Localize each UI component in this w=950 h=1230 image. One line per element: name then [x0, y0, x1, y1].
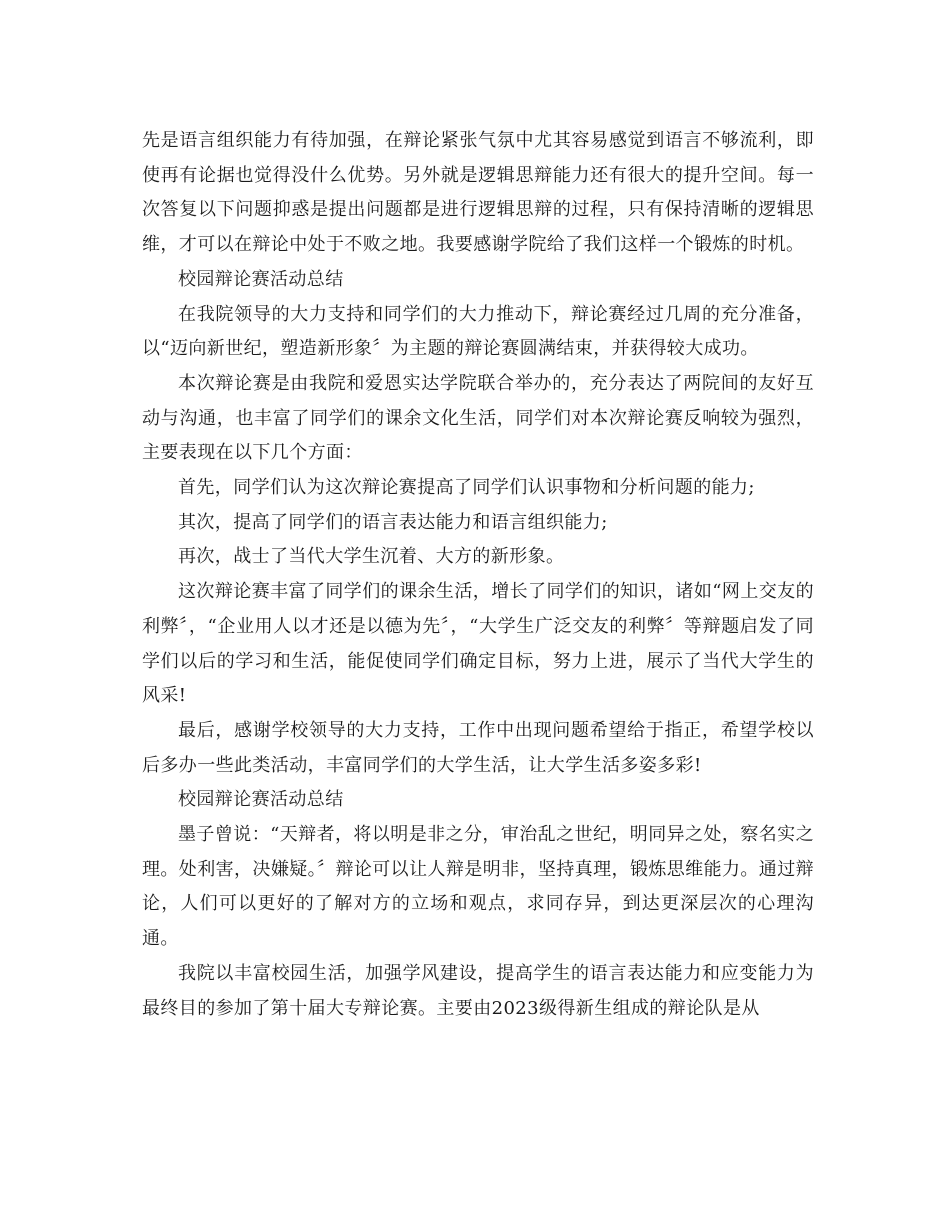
paragraph-6: 再次，战士了当代大学生沉着、大方的新形象。 [178, 546, 565, 568]
paragraph-7: 这次辩论赛丰富了同学们的课余生活，增长了同学们的知识，诸如“网上交友的利弊〞，“企业用人以才还是以德为先〞，“大学生广泛交友的利弊〞等辩题启发了同学们以后的学习和生活，能促使同学们确定目标，努力上进，展示了当代大学生的风采! [142, 581, 814, 707]
section-heading-2: 校园辩论赛活动总结 [178, 789, 344, 811]
paragraph-2: 在我院领导的大力支持和同学们的大力推动下，辩论赛经过几周的充分准备，以“迈向新世纪，塑造新形象〞为主题的辩论赛圆满结束，并获得较大成功。 [142, 303, 814, 360]
paragraph-9: 墨子曾说：“天辩者，将以明是非之分，审治乱之世纪，明同异之处，察名实之理。处利害，决嫌疑。〞辩论可以让人辩是明非，坚持真理，锻炼思维能力。通过辩论，人们可以更好的了解对方的立场和观点，求同存异，到达更深层次的心理沟通。 [142, 824, 814, 950]
paragraph-10: 我院以丰富校园生活，加强学风建设，提高学生的语言表达能力和应变能力为最终目的参加了第十届大专辩论赛。主要由2023级得新生组成的辩论队是从 [142, 962, 814, 1019]
section-heading-1: 校园辩论赛活动总结 [178, 268, 344, 290]
paragraph-8: 最后，感谢学校领导的大力支持，工作中出现问题希望给于指正，希望学校以后多办一些此类活动，丰富同学们的大学生活，让大学生活多姿多彩! [142, 719, 814, 776]
paragraph-5: 其次，提高了同学们的语言表达能力和语言组织能力; [178, 511, 608, 533]
paragraph-1: 先是语言组织能力有待加强，在辩论紧张气氛中尤其容易感觉到语言不够流利，即使再有论据也觉得没什么优势。另外就是逻辑思辩能力还有很大的提升空间。每一次答复以下问题抑惑是提出问题都是进行逻辑思辩的过程，只有保持清晰的逻辑思维，才可以在辩论中处于不败之地。我要感谢学院给了我们这样一个锻炼的时机。 [142, 130, 814, 256]
paragraph-3: 本次辩论赛是由我院和爱恩实达学院联合举办的，充分表达了两院间的友好互动与沟通，也丰富了同学们的课余文化生活，同学们对本次辩论赛反响较为强烈，主要表现在以下几个方面： [142, 372, 814, 464]
document-body [142, 124, 814, 1026]
paragraph-4: 首先，同学们认为这次辩论赛提高了同学们认识事物和分析问题的能力; [178, 477, 755, 499]
